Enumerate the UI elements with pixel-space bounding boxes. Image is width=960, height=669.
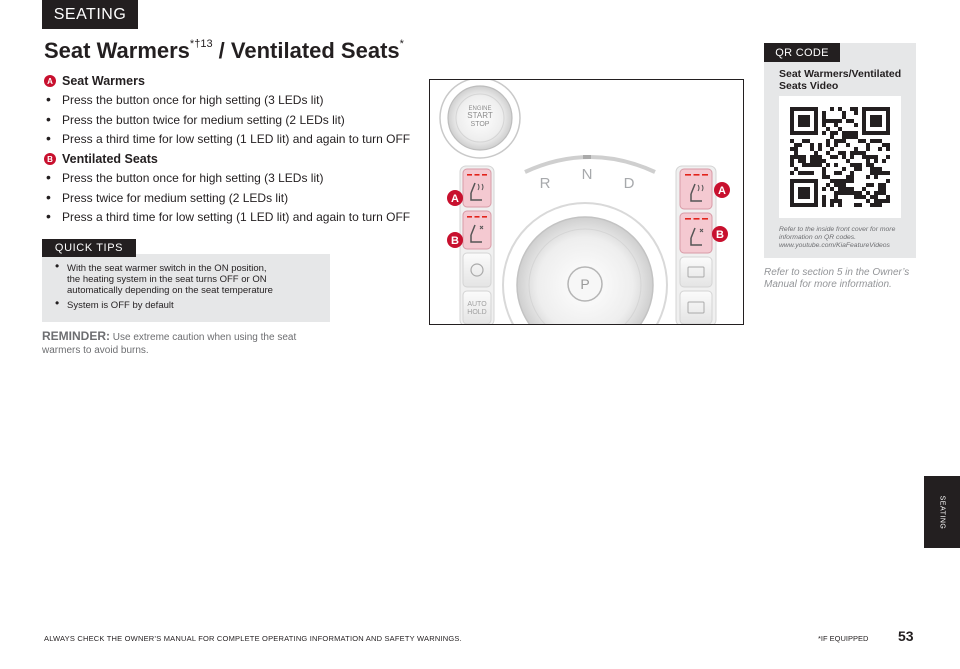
steering-heat-button (463, 253, 491, 287)
side-section-tab-label: SEATING (938, 495, 946, 529)
ventilated-seats-bullets (46, 169, 410, 228)
qr-code[interactable] (779, 96, 901, 218)
park-label: P (580, 276, 590, 292)
refer-note: Refer to section 5 in the Owner’s Manual for more information. (764, 267, 910, 290)
qr-tab (764, 43, 840, 62)
list-item: • Press the button once for high setting (3 LEDs lit) (46, 91, 410, 111)
title-footnote-mark: *†13 (189, 37, 213, 50)
gear-n: N (581, 166, 593, 183)
footer-warning: ALWAYS CHECK THE OWNER’S MANUAL FOR COMPLETE OPERATING INFORMATION AND SAFETY WARNINGS. (44, 634, 462, 643)
seat-warmers-heading-label: Seat Warmers (62, 74, 145, 88)
qr-title: Seat Warmers/Ventilated Seats Video (779, 68, 902, 92)
list-item: • Press a third time for low setting (1 LED lit) and again to turn OFF (46, 208, 410, 228)
list-item: • Press the button once for high setting (3 LEDs lit) (46, 169, 410, 189)
page-number: 53 (898, 628, 914, 644)
quick-tips-list (55, 263, 273, 315)
seat-warmers-heading (44, 74, 145, 88)
stop-label: STOP (470, 121, 490, 128)
page-title (44, 38, 404, 64)
quick-tips-label: QUICK TIPS (54, 242, 124, 254)
badge-b: B (44, 153, 56, 165)
quick-tip-item: • System is OFF by default (55, 300, 273, 311)
qr-code-graphic (779, 96, 901, 218)
ventilated-seats-heading (44, 152, 158, 166)
console-illustration (430, 80, 744, 325)
title-main: Seat Warmers (44, 38, 190, 63)
list-item: • Press twice for medium setting (2 LEDs lit) (46, 189, 410, 209)
quick-tip-item: • With the seat warmer switch in the ON position, the heating system in the seat turns OFF or ON automatically depending on the seat temperature (55, 263, 273, 296)
hold-label: HOLD (467, 309, 487, 316)
auto-label: AUTO (467, 301, 487, 308)
start-label: START (467, 111, 493, 120)
reminder-label: REMINDER: (42, 329, 110, 343)
reminder (42, 330, 332, 357)
callout-b-left-label: B (451, 235, 459, 247)
list-item: • Press the button twice for medium setting (2 LEDs lit) (46, 111, 410, 131)
title-second-part: / Ventilated Seats (212, 38, 400, 63)
console-photo (429, 79, 744, 325)
gear-r: R (539, 175, 551, 192)
parking-view-button (680, 291, 712, 324)
quick-tips-tab (42, 239, 136, 257)
seat-warmers-bullets (46, 91, 410, 150)
footer-equipped-note: *IF EQUIPPED (818, 634, 869, 643)
callout-b-right-label: B (716, 229, 724, 241)
side-section-tab (924, 476, 960, 548)
callout-a-right-label: A (718, 185, 726, 197)
engine-label: ENGINE (468, 106, 492, 112)
callout-a-left-label: A (451, 193, 459, 205)
section-tab (42, 0, 138, 29)
ventilated-seats-heading-label: Ventilated Seats (62, 152, 158, 166)
parking-assist-button (680, 257, 712, 287)
reminder-text: Use extreme caution when using the seat warmers to avoid burns. (42, 332, 297, 356)
qr-tab-label: QR CODE (775, 46, 829, 59)
title-asterisk: * (399, 37, 404, 50)
list-item: • Press a third time for low setting (1 LED lit) and again to turn OFF (46, 130, 410, 150)
section-tab-label: SEATING (53, 5, 127, 23)
gear-d: D (623, 175, 635, 192)
qr-caption: Refer to the inside front cover for more information on QR codes. www.youtube.com/KiaFeatureVideos (779, 226, 896, 249)
badge-a: A (44, 75, 56, 87)
